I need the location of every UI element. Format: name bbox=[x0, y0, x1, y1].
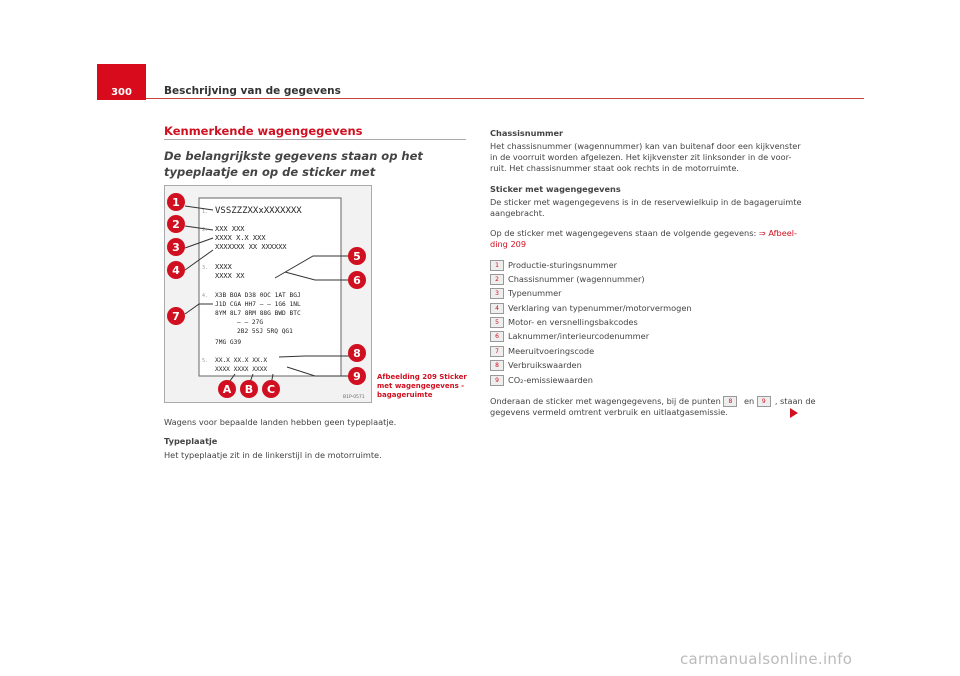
figure-link[interactable]: ⇒ Afbeel- bbox=[758, 228, 798, 238]
line2b: XXXX X.X XXX bbox=[215, 234, 266, 242]
item-text: Typenummer bbox=[508, 288, 562, 298]
item-text: Productie-sturingsnummer bbox=[508, 260, 618, 270]
header-rule bbox=[146, 98, 864, 99]
callout-B bbox=[240, 380, 258, 398]
left-para-2: Het typeplaatje zit in de linkerstijl in de motorruimte. bbox=[164, 450, 382, 460]
heading-sticker: Sticker met wagengegevens bbox=[490, 184, 621, 194]
para-1a: Het chassisnummer (wagennummer) kan van buitenaf door een kijkvenster bbox=[490, 141, 801, 151]
section-rule bbox=[164, 139, 466, 140]
callout-3 bbox=[167, 238, 185, 256]
item-badge: 9 bbox=[490, 375, 504, 386]
callout-8 bbox=[348, 344, 366, 362]
para-2b: aangebracht. bbox=[490, 208, 545, 218]
line4-num: 4. bbox=[202, 293, 209, 299]
item-badge: 7 bbox=[490, 346, 504, 357]
callout-5 bbox=[348, 247, 366, 265]
list-item bbox=[490, 303, 692, 315]
para-4a-text: Onderaan de sticker met wagengegevens, bij de punten bbox=[490, 396, 724, 406]
para-3b bbox=[490, 239, 526, 251]
item-text: Chassisnummer (wagennummer) bbox=[508, 274, 645, 284]
figure-link-cont[interactable]: ding 209 bbox=[490, 239, 527, 249]
callout-4 bbox=[167, 261, 185, 279]
line2a: XXX XXX bbox=[215, 225, 245, 233]
svg-text:4: 4 bbox=[172, 264, 180, 277]
item-text: CO₂-emissiewaarden bbox=[508, 375, 593, 385]
callout-A bbox=[218, 380, 236, 398]
svg-text:B: B bbox=[244, 383, 254, 396]
line1-num: 1. bbox=[202, 209, 209, 215]
list-item bbox=[490, 274, 645, 286]
line5a: XX.X XX.X XX.X bbox=[215, 357, 268, 364]
line5-num: 5. bbox=[202, 358, 209, 364]
left-heading-typeplaatje: Typeplaatje bbox=[164, 436, 218, 446]
line2c: XXXXXXX XX XXXXXX bbox=[215, 243, 287, 251]
line3b: XXXX XX bbox=[215, 272, 245, 280]
list-item bbox=[490, 375, 593, 387]
item-text: Meeruitvoeringscode bbox=[508, 346, 595, 356]
item-badge: 4 bbox=[490, 303, 504, 314]
item-badge: 6 bbox=[490, 331, 504, 342]
line5b: XXXX XXXX XXXX bbox=[215, 366, 268, 373]
list-item bbox=[490, 260, 617, 272]
line1-text: VSSZZZXXxXXXXXXX bbox=[215, 206, 302, 216]
para-3a bbox=[490, 228, 797, 240]
sticker-diagram bbox=[165, 186, 371, 402]
para-1b: in de voorruit worden afgelezen. Het kijkvenster zit linksonder in de voor- bbox=[490, 152, 792, 162]
item-text: Laknummer/interieurcodenummer bbox=[508, 331, 650, 341]
callout-2 bbox=[167, 215, 185, 233]
line3-num: 3. bbox=[202, 265, 209, 271]
svg-text:A: A bbox=[222, 383, 232, 396]
running-title: Beschrijving van de gegevens bbox=[164, 85, 341, 97]
heading-chassisnummer: Chassisnummer bbox=[490, 128, 564, 138]
section-intro: De belangrijkste gegevens staan op het typeplaatje en op de sticker met bbox=[164, 149, 423, 179]
line4e: 2B2 5SJ 5RQ QG1 bbox=[237, 328, 293, 335]
svg-text:3: 3 bbox=[172, 241, 180, 254]
callout-1 bbox=[167, 193, 185, 211]
line2-num: 2. bbox=[202, 227, 209, 233]
item-text: Verbruikswaarden bbox=[508, 360, 582, 370]
list-item bbox=[490, 288, 562, 300]
para-4c-text: , staan de bbox=[774, 396, 816, 406]
para-4-mid: en bbox=[741, 396, 757, 406]
line4a: X3B BOA D38 0OC 1AT BGJ bbox=[215, 292, 301, 299]
left-para-1: Wagens voor bepaalde landen hebben geen typeplaatje. bbox=[164, 417, 397, 427]
callout-7 bbox=[167, 307, 185, 325]
para-4d: gegevens vermeld omtrent verbruik en uitlaatgasemissie. bbox=[490, 407, 728, 417]
svg-text:C: C bbox=[266, 383, 276, 396]
line4b: J1D CGA HH7 — — 1G6 1NL bbox=[215, 301, 301, 308]
line3a: XXXX bbox=[215, 263, 232, 271]
list-item bbox=[490, 317, 638, 329]
svg-text:6: 6 bbox=[353, 274, 361, 287]
callout-6 bbox=[348, 271, 366, 289]
item-text: Motor- en versnellingsbakcodes bbox=[508, 317, 638, 327]
para-3a-text: Op de sticker met wagengegevens staan de volgende gegevens: bbox=[490, 228, 759, 238]
item-badge: 8 bbox=[490, 360, 504, 371]
para-4a bbox=[490, 396, 816, 408]
item-badge: 2 bbox=[490, 274, 504, 285]
item-badge: 3 bbox=[490, 288, 504, 299]
svg-text:8: 8 bbox=[353, 347, 361, 360]
watermark: carmanualsonline.info bbox=[680, 650, 853, 668]
item-badge: 5 bbox=[490, 317, 504, 328]
list-item bbox=[490, 331, 649, 343]
line4d: — — 27G bbox=[237, 319, 264, 326]
svg-text:9: 9 bbox=[353, 370, 361, 383]
list-item bbox=[490, 360, 582, 372]
callout-C bbox=[262, 380, 280, 398]
inline-badge-8: 8 bbox=[723, 396, 737, 407]
line4c: 8YM 8L7 8RM 88G BWD BTC bbox=[215, 310, 301, 317]
para-1c: ruit. Het chassisnummer staat ook rechts in de motorruimte. bbox=[490, 163, 740, 173]
svg-text:5: 5 bbox=[353, 250, 361, 263]
continue-arrow-icon[interactable] bbox=[790, 408, 798, 418]
svg-text:1: 1 bbox=[172, 196, 180, 209]
section-title: Kenmerkende wagengegevens bbox=[164, 124, 363, 138]
callout-9 bbox=[348, 367, 366, 385]
svg-text:2: 2 bbox=[172, 218, 180, 231]
page-number-block bbox=[97, 64, 146, 100]
inline-badge-9: 9 bbox=[757, 396, 771, 407]
para-2a: De sticker met wagengegevens is in de reservewielkuip in de bagageruimte bbox=[490, 197, 802, 207]
item-text: Verklaring van typenummer/motorvermogen bbox=[508, 303, 692, 313]
sticker-figure bbox=[164, 185, 372, 403]
page-number: 300 bbox=[111, 87, 132, 98]
line4f: 7MG G39 bbox=[215, 339, 242, 346]
figure-caption: Afbeelding 209 Sticker met wagengegevens - bagageruimte bbox=[377, 373, 467, 399]
figure-code: B1P-0571 bbox=[343, 395, 365, 400]
list-item bbox=[490, 346, 594, 358]
svg-text:7: 7 bbox=[172, 310, 180, 323]
item-badge: 1 bbox=[490, 260, 504, 271]
